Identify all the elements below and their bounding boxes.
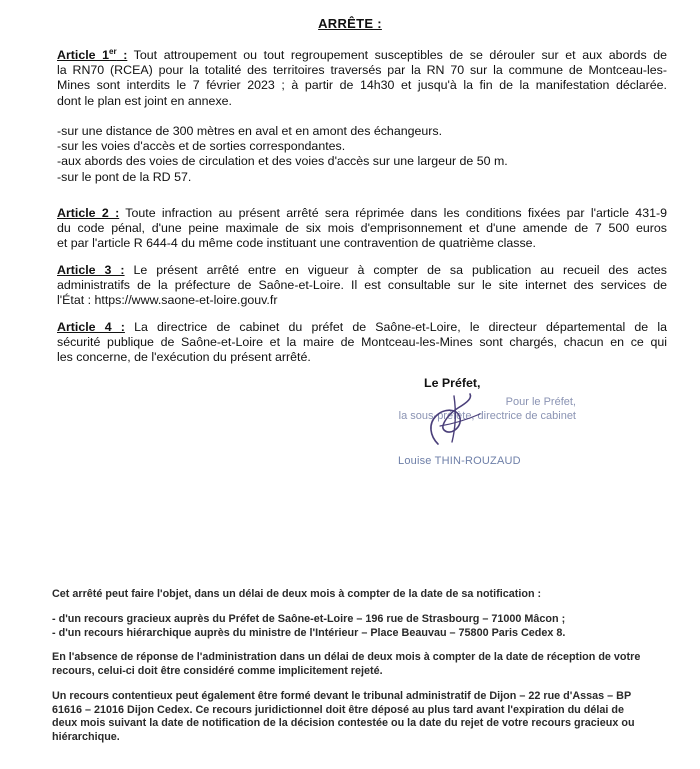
list-item: -sur les voies d'accès et de sorties correspondantes.: [57, 139, 346, 154]
article-3: [57, 263, 667, 309]
article-2-line-3: et par l'article R 644-4 du même code instituant une contravention de quatrième classe.: [57, 236, 536, 251]
contentieux-line-2: 61616 – 21016 Dijon Cedex. Ce recours juridictionnel doit être déposé au plus tard avant l'expiration du délai de: [52, 703, 624, 716]
article-3-line-3: l'État : https://www.saone-et-loire.gouv.fr: [57, 293, 278, 308]
article-2-label: Article 2 :: [57, 206, 120, 220]
contentieux-line-3: deux mois suivant la date de notification de la décision contestée ou la date du rejet de votre recours gracieux ou: [52, 717, 635, 730]
article-4-label: Article 4 :: [57, 320, 125, 334]
recours-item: - d'un recours gracieux auprès du Préfet de Saône-et-Loire – 196 rue de Strasbourg – 71000 Mâcon ;: [52, 613, 566, 625]
article-3-line-2: administratifs de la préfecture de Saône-et-Loire. Il est consultable sur le site internet des services de: [57, 278, 667, 293]
footer-absence: [52, 651, 664, 678]
contentieux-line-4: hiérarchique.: [52, 730, 120, 743]
list-item: -sur le pont de la RD 57.: [57, 169, 192, 184]
article-2: [57, 206, 667, 252]
article-4-line-2: sécurité publique de Saône-et-Loire et la maire de Montceau-les-Mines sont chargés, chacun en ce qui: [57, 335, 667, 350]
recours-item: - d'un recours hiérarchique auprès du ministre de l'Intérieur – Place Beauvau – 75800 Paris Cedex 8.: [52, 626, 566, 639]
handwritten-signature-icon: [400, 386, 500, 456]
contentieux-line-1: Un recours contentieux peut également être formé devant le tribunal administratif de Dijon – 22 rue d'Assas – BP: [52, 690, 632, 702]
article-3-label: Article 3 :: [57, 263, 125, 277]
article-1-list: [57, 124, 617, 185]
article-1-label: Article 1er :: [57, 46, 128, 62]
article-4: [57, 320, 667, 366]
absence-line-2: recours, celui-ci doit être considéré comme implicitement rejeté.: [52, 664, 383, 677]
stamp-line-1: Pour le Préfet,: [505, 396, 576, 408]
signer-name: Louise THIN-ROUZAUD: [398, 455, 521, 467]
absence-line-1: En l'absence de réponse de l'administration dans un délai de deux mois à compter de la date de réception de votre: [52, 651, 641, 663]
article-2-line-2: du code pénal, d'une peine maximale de six mois d'emprisonnement et d'une amende de 7 500 euros: [57, 221, 667, 236]
article-1-line-2: la RN70 (RCEA) pour la totalité des territoires traversés par la RN 70 sur la commune de Montceau-les-: [57, 63, 667, 78]
decree-heading: ARRÊTE :: [318, 16, 382, 31]
article-4-line-1: Article 4 : La directrice de cabinet du préfet de Saône-et-Loire, le directeur départemental de la: [57, 320, 668, 334]
list-item: -sur une distance de 300 mètres en aval et en amont des échangeurs.: [57, 124, 443, 138]
footer-recours: [52, 613, 664, 640]
article-1-line-4: dont le plan est joint en annexe.: [57, 93, 232, 108]
article-1-line-3: Mines sont interdits le 7 février 2023 ; à partir de 14h30 et jusqu'à la fin de la manifestation déclarée.: [57, 78, 667, 93]
article-1-line-1: Article 1er : Tout attroupement ou tout regroupement susceptibles de se dérouler sur et aux abords de: [57, 46, 667, 62]
article-4-line-3: les concerne, de l'exécution du présent arrêté.: [57, 350, 311, 365]
stamp-line-2: la sous-préfète, directrice de cabinet: [398, 410, 576, 422]
footer-contentieux: [52, 690, 664, 744]
footer-intro: Cet arrêté peut faire l'objet, dans un délai de deux mois à compter de la date de sa notification :: [52, 588, 542, 600]
article-1: [57, 48, 667, 109]
list-item: -aux abords des voies de circulation et des voies d'accès sur une largeur de 50 m.: [57, 154, 508, 169]
article-2-line-1: Article 2 : Toute infraction au présent arrêté sera réprimée dans les conditions fixées par l'article 431-9: [57, 206, 668, 220]
signer-title: Le Préfet,: [424, 376, 481, 390]
article-3-line-1: Article 3 : Le présent arrêté entre en vigueur à compter de sa publication au recueil des actes: [57, 263, 668, 277]
